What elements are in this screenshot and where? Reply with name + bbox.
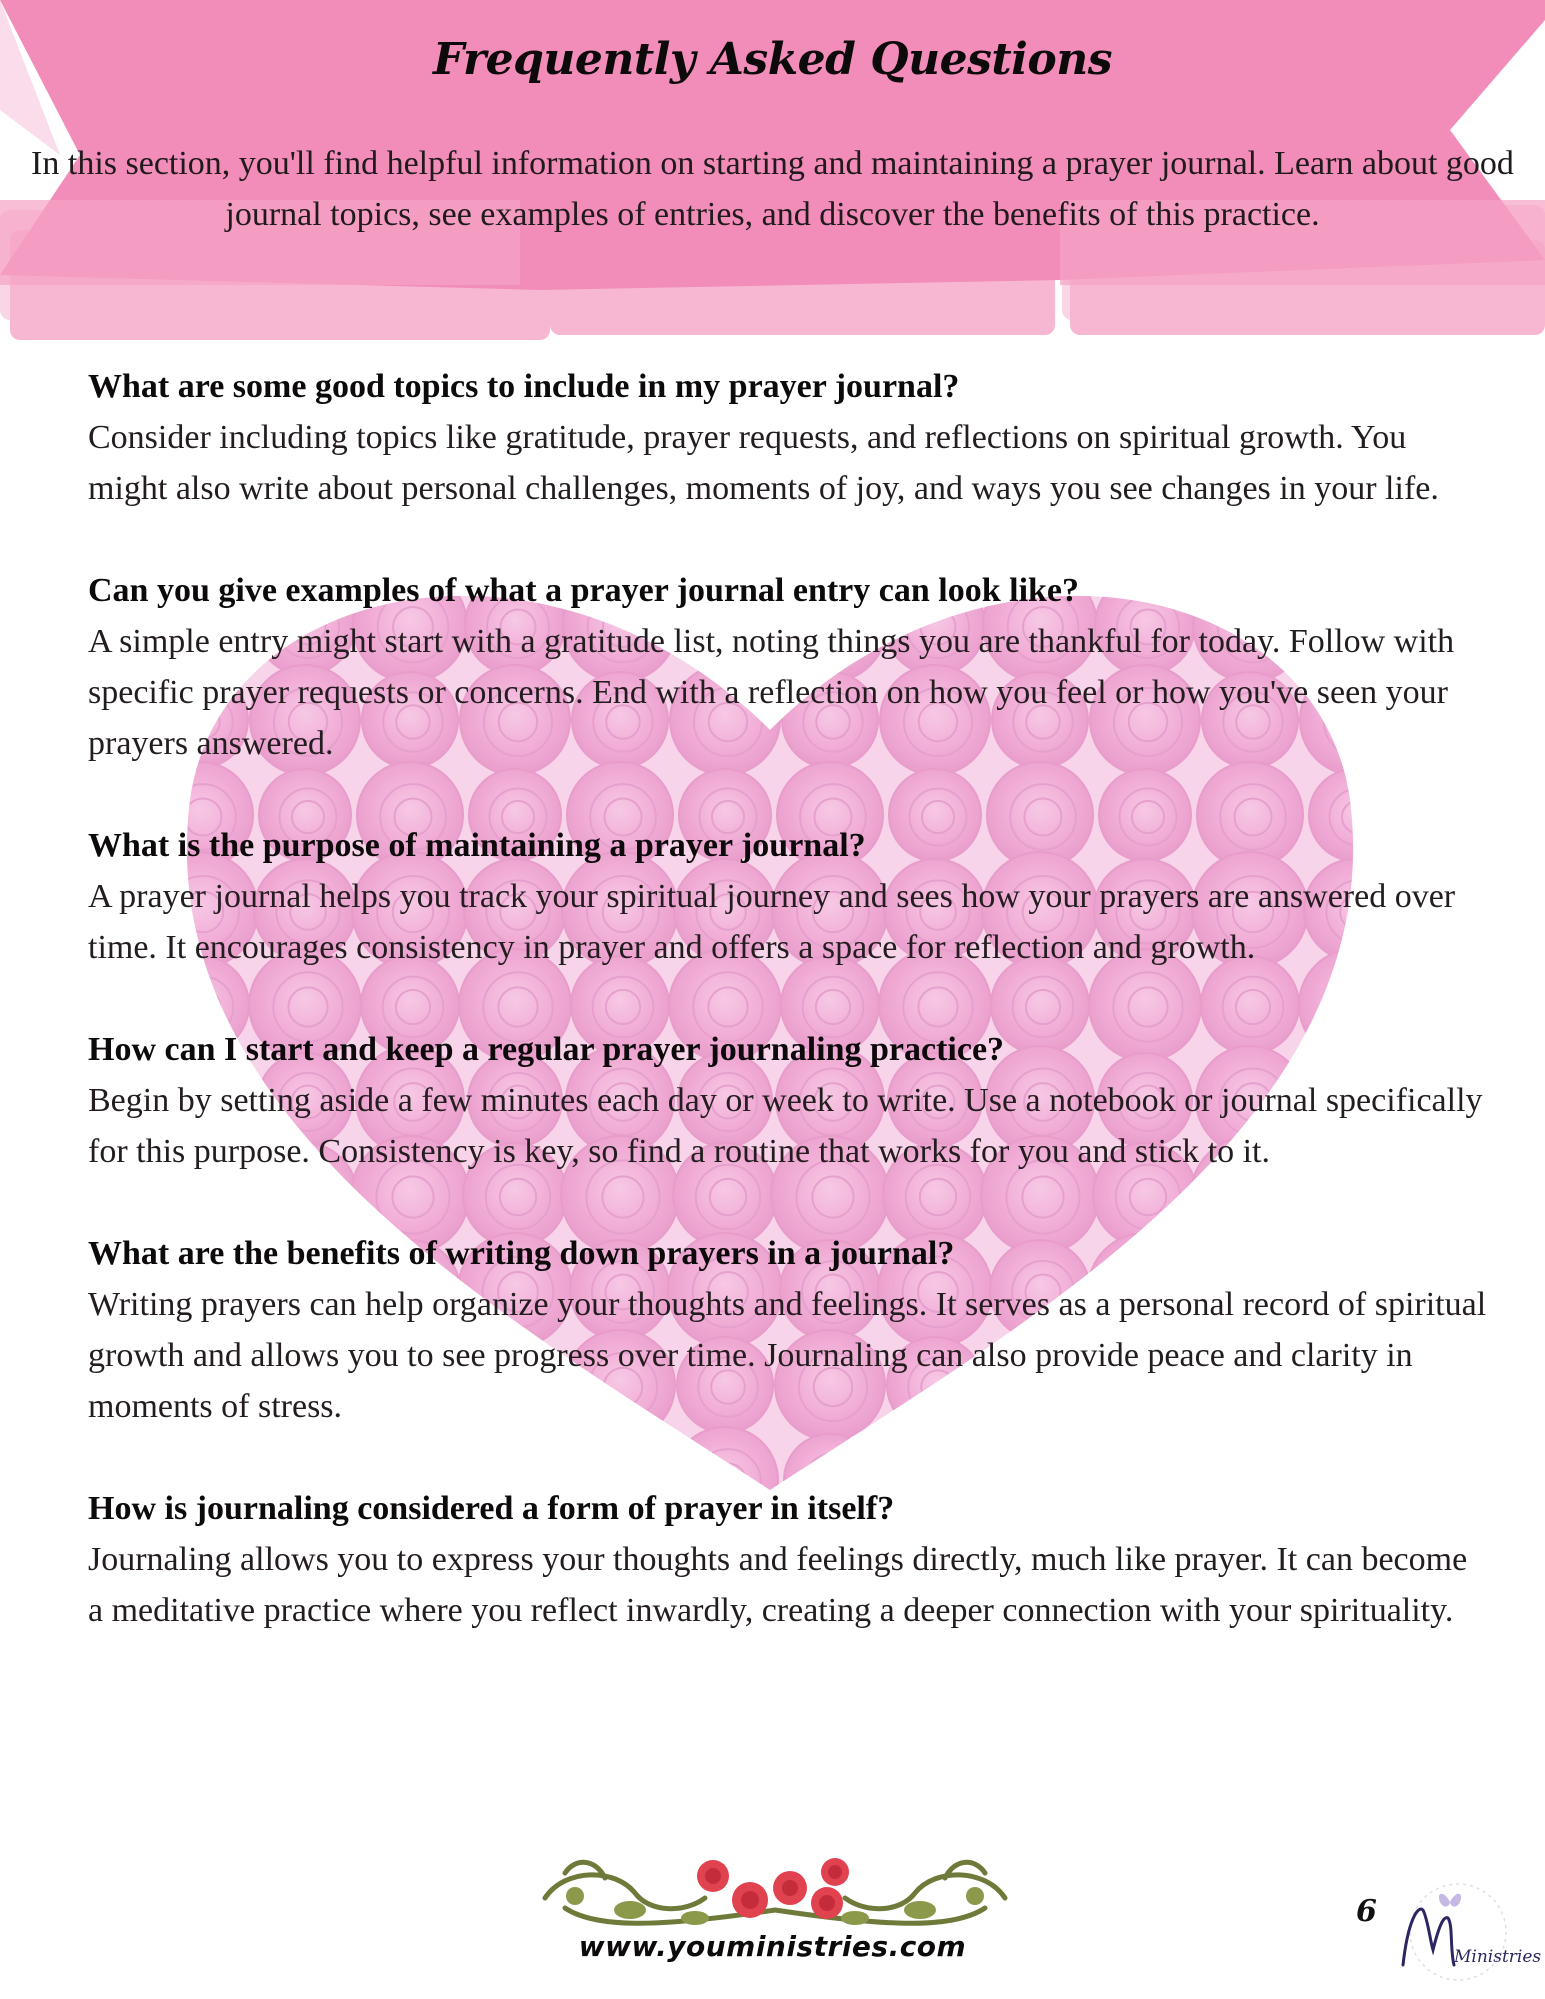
page-number: 6 (1356, 1894, 1377, 1929)
intro-paragraph: In this section, you'll find helpful information on starting and maintaining a prayer journal. Learn about good journal topics, see examples of entries, and discover the benefits of this practice. (31, 145, 1514, 233)
faq-question: What are some good topics to include in my prayer journal? (88, 368, 960, 405)
faq-list (88, 361, 1488, 1687)
faq-answer: Consider including topics like gratitude, prayer requests, and reflections on spiritual growth. You might also write about personal challenges, moments of joy, and ways you see changes in your life. (88, 419, 1439, 507)
faq-question: What are the benefits of writing down prayers in a journal? (88, 1235, 955, 1272)
faq-item (88, 1228, 1488, 1432)
faq-question: What is the purpose of maintaining a prayer journal? (88, 827, 866, 864)
website-url[interactable]: www.youministries.com (578, 1930, 967, 1963)
faq-question: Can you give examples of what a prayer journal entry can look like? (88, 572, 1080, 609)
faq-answer: A prayer journal helps you track your spiritual journey and sees how your prayers are answered over time. It encourages consistency in prayer and offers a space for reflection and growth. (88, 878, 1456, 966)
faq-item (88, 1483, 1488, 1636)
rose-flourish-ornament (535, 1848, 1015, 1932)
faq-question: How can I start and keep a regular prayer journaling practice? (88, 1031, 1005, 1068)
faq-item (88, 565, 1488, 769)
faq-item (88, 820, 1488, 973)
page-title: Frequently Asked Questions (432, 34, 1112, 85)
faq-item (88, 361, 1488, 514)
logo-wordmark: Ministries (1454, 1947, 1542, 1967)
faq-item (88, 1024, 1488, 1177)
ministries-logo (1388, 1880, 1542, 1985)
faq-question: How is journaling considered a form of prayer in itself? (88, 1490, 895, 1527)
faq-answer: Journaling allows you to express your thoughts and feelings directly, much like prayer. It can become a meditative practice where you reflect inwardly, creating a deeper connection with your spirituality. (88, 1541, 1468, 1629)
faq-answer: Begin by setting aside a few minutes each day or week to write. Use a notebook or journal specifically for this purpose. Consistency is key, so find a routine that works for you and stick to it. (88, 1082, 1483, 1170)
faq-answer: A simple entry might start with a gratitude list, noting things you are thankful for today. Follow with specific prayer requests or concerns. End with a reflection on how you feel or how you've seen your prayers answered. (88, 623, 1455, 762)
faq-answer: Writing prayers can help organize your thoughts and feelings. It serves as a personal record of spiritual growth and allows you to see progress over time. Journaling can also provide peace and clarity in moments of stress. (88, 1286, 1487, 1425)
